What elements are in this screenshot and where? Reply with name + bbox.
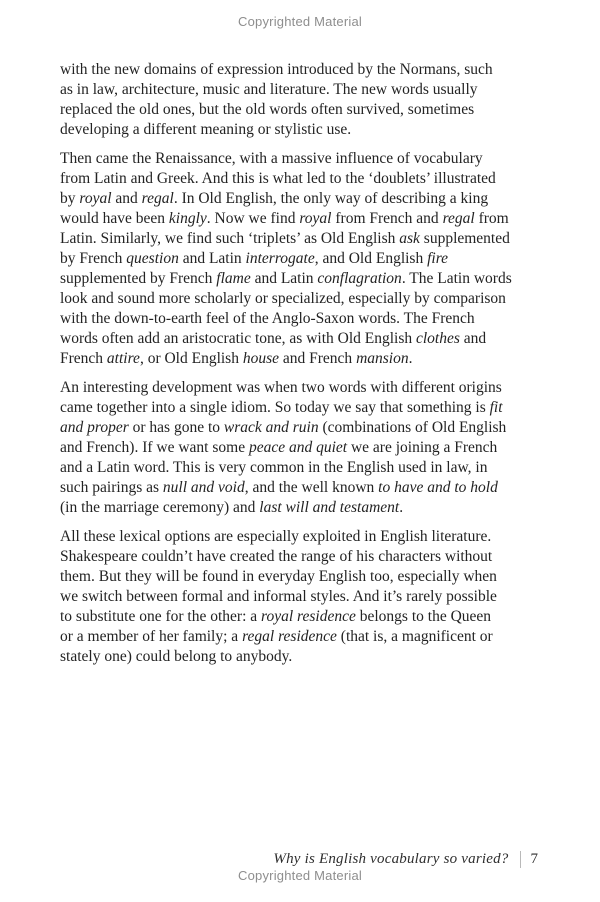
text-line: An interesting development was when two words with different origins [60,379,502,396]
copyright-watermark-top: Copyrighted Material [238,14,362,29]
text-line: as in law, architecture, music and literature. The new words usually [60,81,478,98]
paragraph [60,378,542,518]
running-title: Why is English vocabulary so varied? [273,851,509,867]
text-line: them. But they will be found in everyday English too, especially when [60,568,497,585]
text-line: by royal and regal. In Old English, the only way of describing a king [60,190,489,207]
text-line: Shakespeare couldn’t have created the range of his characters without [60,548,493,565]
copyright-watermark-bottom: Copyrighted Material [238,868,362,883]
text-line: with the down-to-earth feel of the Anglo-Saxon words. The French [60,310,475,327]
paragraph [60,527,542,667]
text-line: supplemented by French flame and Latin conflagration. The Latin words [60,270,512,287]
paragraph [60,149,542,369]
text-line: from Latin and Greek. And this is what led to the ‘doublets’ illustrated [60,170,496,187]
text-line: replaced the old ones, but the old words often survived, sometimes [60,101,475,118]
text-line: such pairings as null and void, and the well known to have and to hold [60,479,498,496]
text-line: stately one) could belong to anybody. [60,648,293,665]
text-line: All these lexical options are especially exploited in English literature. [60,528,492,545]
text-line: and French). If we want some peace and quiet we are joining a French [60,439,498,456]
page-footer [273,851,538,868]
text-line: came together into a single idiom. So today we say that something is fit [60,399,503,416]
text-line: and proper or has gone to wrack and ruin (combinations of Old English [60,419,507,436]
text-line: or a member of her family; a regal residence (that is, a magnificent or [60,628,493,645]
text-line: and a Latin word. This is very common in the English used in law, in [60,459,488,476]
footer-divider [520,851,521,868]
text-line: developing a different meaning or stylistic use. [60,121,352,138]
text-line: Latin. Similarly, we find such ‘triplets’ as Old English ask supplemented [60,230,510,247]
text-line: Then came the Renaissance, with a massive influence of vocabulary [60,150,483,167]
text-line: we switch between formal and informal styles. And it’s rarely possible [60,588,497,605]
text-line: (in the marriage ceremony) and last will and testament. [60,499,404,516]
text-line: French attire, or Old English house and French mansion. [60,350,413,367]
text-line: words often add an aristocratic tone, as with Old English clothes and [60,330,487,347]
paragraph [60,60,542,140]
page-number: 7 [530,851,538,867]
text-line: would have been kingly. Now we find royal from French and regal from [60,210,509,227]
body-text [60,60,542,676]
text-line: look and sound more scholarly or specialized, especially by comparison [60,290,506,307]
text-line: with the new domains of expression introduced by the Normans, such [60,61,493,78]
text-line: to substitute one for the other: a royal residence belongs to the Queen [60,608,492,625]
text-line: by French question and Latin interrogate, and Old English fire [60,250,449,267]
